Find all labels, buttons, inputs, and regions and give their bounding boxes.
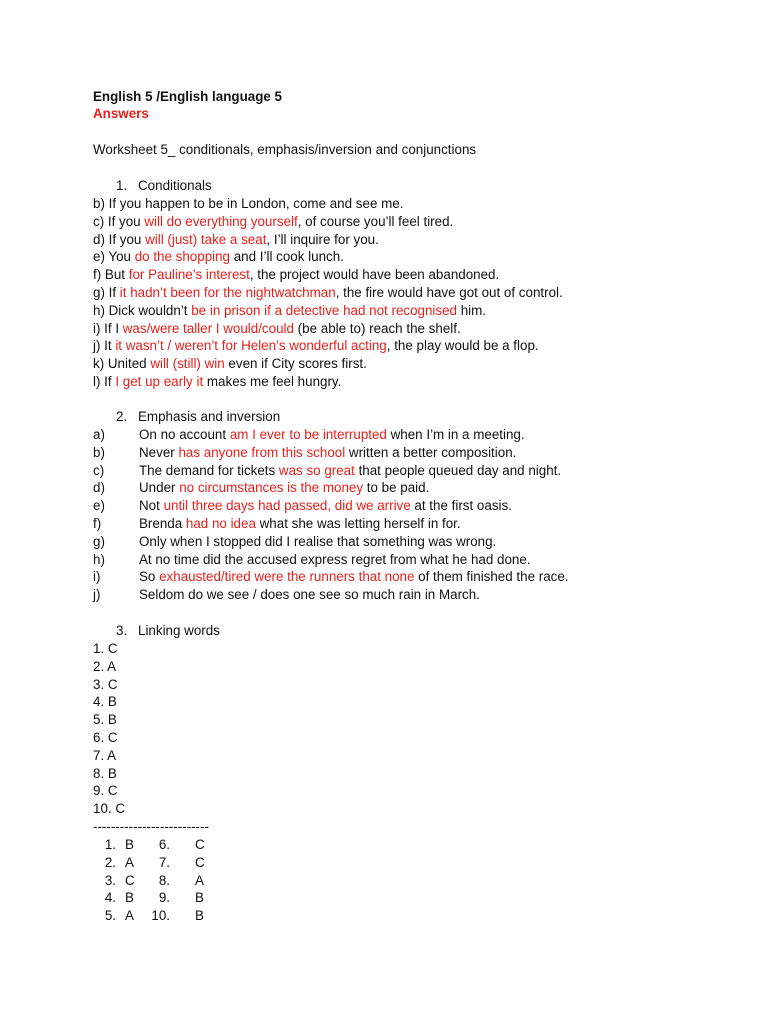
grid-answer: B xyxy=(125,837,134,852)
grid-number: 2. xyxy=(104,854,116,870)
answer-text: do the shopping xyxy=(134,249,231,265)
item-text: On no account xyxy=(139,427,230,442)
grid-number: 9. xyxy=(158,890,170,906)
item-text: and I’ll cook lunch. xyxy=(230,249,344,265)
item-text: So xyxy=(139,569,160,585)
grid-answer: B xyxy=(195,890,204,906)
grid-number: 8. xyxy=(158,872,170,888)
answer-text: had no idea xyxy=(185,516,256,531)
grid-number: 1. xyxy=(104,837,116,852)
linking-answer: 5. B xyxy=(93,712,117,728)
grid-answer: C xyxy=(195,837,205,852)
item-text: , of course you’ll feel tired. xyxy=(297,213,454,229)
item-text: , the play would be a flop. xyxy=(386,338,539,354)
conditional-item xyxy=(93,355,367,373)
item-text: The demand for tickets xyxy=(139,462,279,478)
item-text: , the fire would have got out of control. xyxy=(335,285,563,300)
answer-text: I get up early it xyxy=(115,374,204,389)
linking-answer: 7. A xyxy=(93,747,117,763)
linking-answer: 8. B xyxy=(93,765,117,781)
section3-number: 3. xyxy=(116,623,128,638)
grid-number: 7. xyxy=(158,854,170,870)
separator-line: -------------------------- xyxy=(93,819,209,834)
answer-text: will (still) win xyxy=(150,356,225,372)
answer-text: will (just) take a seat xyxy=(145,231,267,247)
item-text: j) It xyxy=(93,338,116,354)
conditional-item xyxy=(93,284,563,302)
grid-answer: A xyxy=(125,908,134,924)
item-letter: i) xyxy=(93,569,101,585)
item-text: makes me feel hungry. xyxy=(203,374,342,389)
answer-text: it hadn’t been for the nightwatchman xyxy=(119,285,336,300)
inversion-item xyxy=(93,533,496,551)
item-text: Seldom do we see / does one see so much rain in March. xyxy=(139,587,480,603)
grid-answer: C xyxy=(125,872,135,888)
inversion-item xyxy=(93,568,569,586)
item-text: at the first oasis. xyxy=(410,498,512,514)
item-text: g) If xyxy=(93,285,120,300)
conditional-item xyxy=(93,231,379,249)
item-text: Not xyxy=(139,498,164,514)
item-letter: g) xyxy=(93,533,105,549)
grid-answer: A xyxy=(125,854,134,870)
conditional-item xyxy=(93,195,403,213)
item-text: (be able to) reach the shelf. xyxy=(293,320,461,336)
item-letter: j) xyxy=(93,587,101,603)
inversion-item xyxy=(93,497,512,515)
item-text: f) But xyxy=(93,267,129,283)
inversion-item xyxy=(93,551,531,569)
answer-text: for Pauline’s interest xyxy=(128,267,250,283)
item-letter: d) xyxy=(93,480,105,496)
item-text: i) If I xyxy=(93,320,123,336)
item-text: Under xyxy=(139,480,180,496)
item-text: b) If you happen to be in London, come and see me. xyxy=(93,196,404,211)
item-text: l) If xyxy=(93,374,116,389)
linking-answer: 9. C xyxy=(93,783,118,799)
item-text: even if City scores first. xyxy=(224,356,367,372)
grid-answer: C xyxy=(195,854,205,870)
answer-text: was so great xyxy=(278,462,355,478)
linking-answer: 3. C xyxy=(93,676,118,692)
item-letter: h) xyxy=(93,551,105,567)
grid-answer: B xyxy=(125,890,134,906)
item-letter: e) xyxy=(93,498,105,514)
section3-title: Linking words xyxy=(138,623,220,638)
inversion-item xyxy=(93,426,525,444)
item-text: d) If you xyxy=(93,231,146,247)
linking-answer: 10. C xyxy=(93,801,126,817)
item-text: , I’ll inquire for you. xyxy=(266,231,379,247)
conditional-item xyxy=(93,248,344,266)
section2-heading xyxy=(116,408,280,426)
item-text: of them finished the race. xyxy=(414,569,569,585)
answer-text: am I ever to be interrupted xyxy=(229,427,387,442)
item-text: k) United xyxy=(93,356,151,372)
conditional-item xyxy=(93,266,499,284)
section1-title: Conditionals xyxy=(138,178,212,193)
conditional-item xyxy=(93,337,539,355)
item-text: e) You xyxy=(93,249,135,265)
item-text: Brenda xyxy=(139,516,186,531)
section1-number: 1. xyxy=(116,178,128,193)
item-text: At no time did the accused express regret from what he had done. xyxy=(139,551,531,567)
answer-text: it wasn’t / weren’t for Helen’s wonderful acting xyxy=(115,338,387,354)
linking-answer: 4. B xyxy=(93,694,117,710)
answer-text: be in prison if a detective had not recognised xyxy=(191,302,457,318)
item-letter: c) xyxy=(93,462,105,478)
item-letter: b) xyxy=(93,444,105,460)
grid-number: 6. xyxy=(158,837,170,852)
grid-number: 10. xyxy=(151,908,170,924)
item-letter: f) xyxy=(93,516,102,531)
conditional-item xyxy=(93,213,453,231)
answer-text: will do everything yourself xyxy=(144,213,298,229)
answer-text: exhausted/tired were the runners that none xyxy=(159,569,415,585)
section3-heading xyxy=(116,622,220,640)
conditional-item xyxy=(93,320,461,338)
item-text: h) Dick wouldn’t xyxy=(93,302,192,318)
answer-text: has anyone from this school xyxy=(178,444,346,460)
section2-number: 2. xyxy=(116,409,128,424)
item-text: when I’m in a meeting. xyxy=(386,427,525,442)
answer-text: no circumstances is the money xyxy=(179,480,364,496)
grid-answer: A xyxy=(195,872,204,888)
linking-answer: 6. C xyxy=(93,730,118,745)
item-text: to be paid. xyxy=(363,480,430,496)
document-title: English 5 /English language 5 xyxy=(93,89,282,104)
inversion-item xyxy=(93,586,480,604)
grid-answer: B xyxy=(195,908,204,924)
item-text: that people queued day and night. xyxy=(354,462,562,478)
grid-number: 5. xyxy=(104,908,116,924)
inversion-item xyxy=(93,462,561,480)
item-text: Never xyxy=(139,444,179,460)
inversion-item xyxy=(93,479,429,497)
item-text: , the project would have been abandoned. xyxy=(249,267,500,283)
grid-number: 3. xyxy=(104,872,116,888)
answer-text: until three days had passed, did we arrive xyxy=(163,498,411,514)
inversion-item xyxy=(93,444,516,462)
conditional-item xyxy=(93,302,486,320)
worksheet-title: Worksheet 5_ conditionals, emphasis/inversion and conjunctions xyxy=(93,142,477,157)
item-letter: a) xyxy=(93,427,105,442)
linking-answer: 1. C xyxy=(93,641,118,656)
section2-title: Emphasis and inversion xyxy=(138,409,281,424)
grid-number: 4. xyxy=(104,890,116,906)
item-text: him. xyxy=(457,302,487,318)
linking-answer: 2. A xyxy=(93,658,117,674)
item-text: c) If you xyxy=(93,213,145,229)
item-text: Only when I stopped did I realise that something was wrong. xyxy=(139,533,497,549)
inversion-item xyxy=(93,515,461,533)
item-text: what she was letting herself in for. xyxy=(255,516,461,531)
section1-heading xyxy=(116,177,212,195)
answers-label: Answers xyxy=(93,106,149,121)
answer-text: was/were taller I would/could xyxy=(122,320,294,336)
item-text: written a better composition. xyxy=(345,444,517,460)
conditional-item xyxy=(93,373,341,391)
